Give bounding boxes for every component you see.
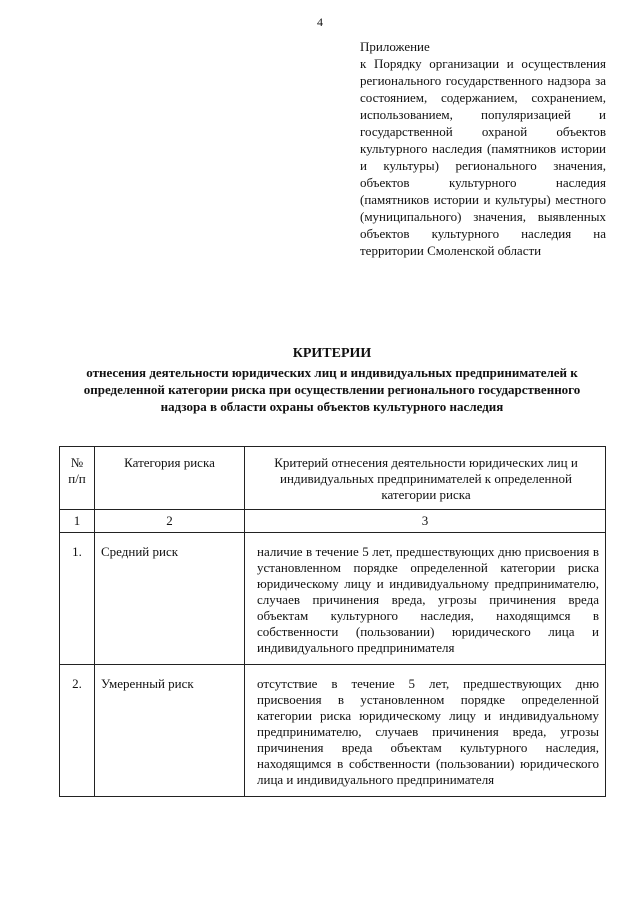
row-number: 1. (60, 533, 95, 665)
risk-category: Умеренный риск (95, 665, 245, 797)
page-number: 4 (317, 15, 323, 29)
appendix-title: Приложение (360, 39, 430, 54)
row-number: 2. (60, 665, 95, 797)
risk-criterion: отсутствие в течение 5 лет, предшествующих дню присвоения в установленном порядке определенной категории риска юридическому лицу и индивидуальному предпринимателю, случаев причинения вреда, угрозы причинения вреда объектам культурного наследия, находящимся в собственности (пользовании) юридического лица и индивидуального предпринимателя (245, 665, 606, 797)
header-category: Категория риска (95, 447, 245, 510)
header-number: № п/п (60, 447, 95, 510)
header-criterion: Критерий отнесения деятельности юридических лиц и индивидуальных предпринимателей к определенной категории риска (245, 447, 606, 510)
document-title: КРИТЕРИИ (292, 346, 372, 361)
table-row (60, 533, 606, 665)
document-subtitle: отнесения деятельности юридических лиц и индивидуальных предпринимателей к определенной категории риска при осуществлении регионального государственного надзора в области охраны объектов культурного наследия (83, 365, 581, 414)
header-row (60, 447, 606, 510)
risk-category: Средний риск (95, 533, 245, 665)
risk-criterion: наличие в течение 5 лет, предшествующих дню присвоения в установленном порядке определенной категории риска юридическому лицу и индивидуальному предпринимателю, случаев причинения вреда, угрозы причинения вреда объектам культурного наследия, находящимся в собственности (пользовании) юридического лица и индивидуального предпринимателя (245, 533, 606, 665)
column-index-row (60, 510, 606, 533)
table-row (60, 665, 606, 797)
column-index-2: 2 (95, 510, 245, 533)
column-index-3: 3 (245, 510, 606, 533)
column-index-1: 1 (60, 510, 95, 533)
criteria-heading (60, 344, 604, 415)
criteria-table (59, 446, 606, 797)
appendix-text: к Порядку организации и осуществления регионального государственного надзора за состоянием, содержанием, сохранением, использованием, популяризацией и государственной охраной объектов культурного наследия (памятников истории и культуры) регионального значения, объектов культурного наследия (памятников истории и культуры) местного (муниципального) значения, выявленных объектов культурного наследия на территории Смоленской области (360, 56, 606, 258)
table-body (60, 533, 606, 797)
table-header (60, 447, 606, 533)
appendix-block (360, 38, 606, 259)
